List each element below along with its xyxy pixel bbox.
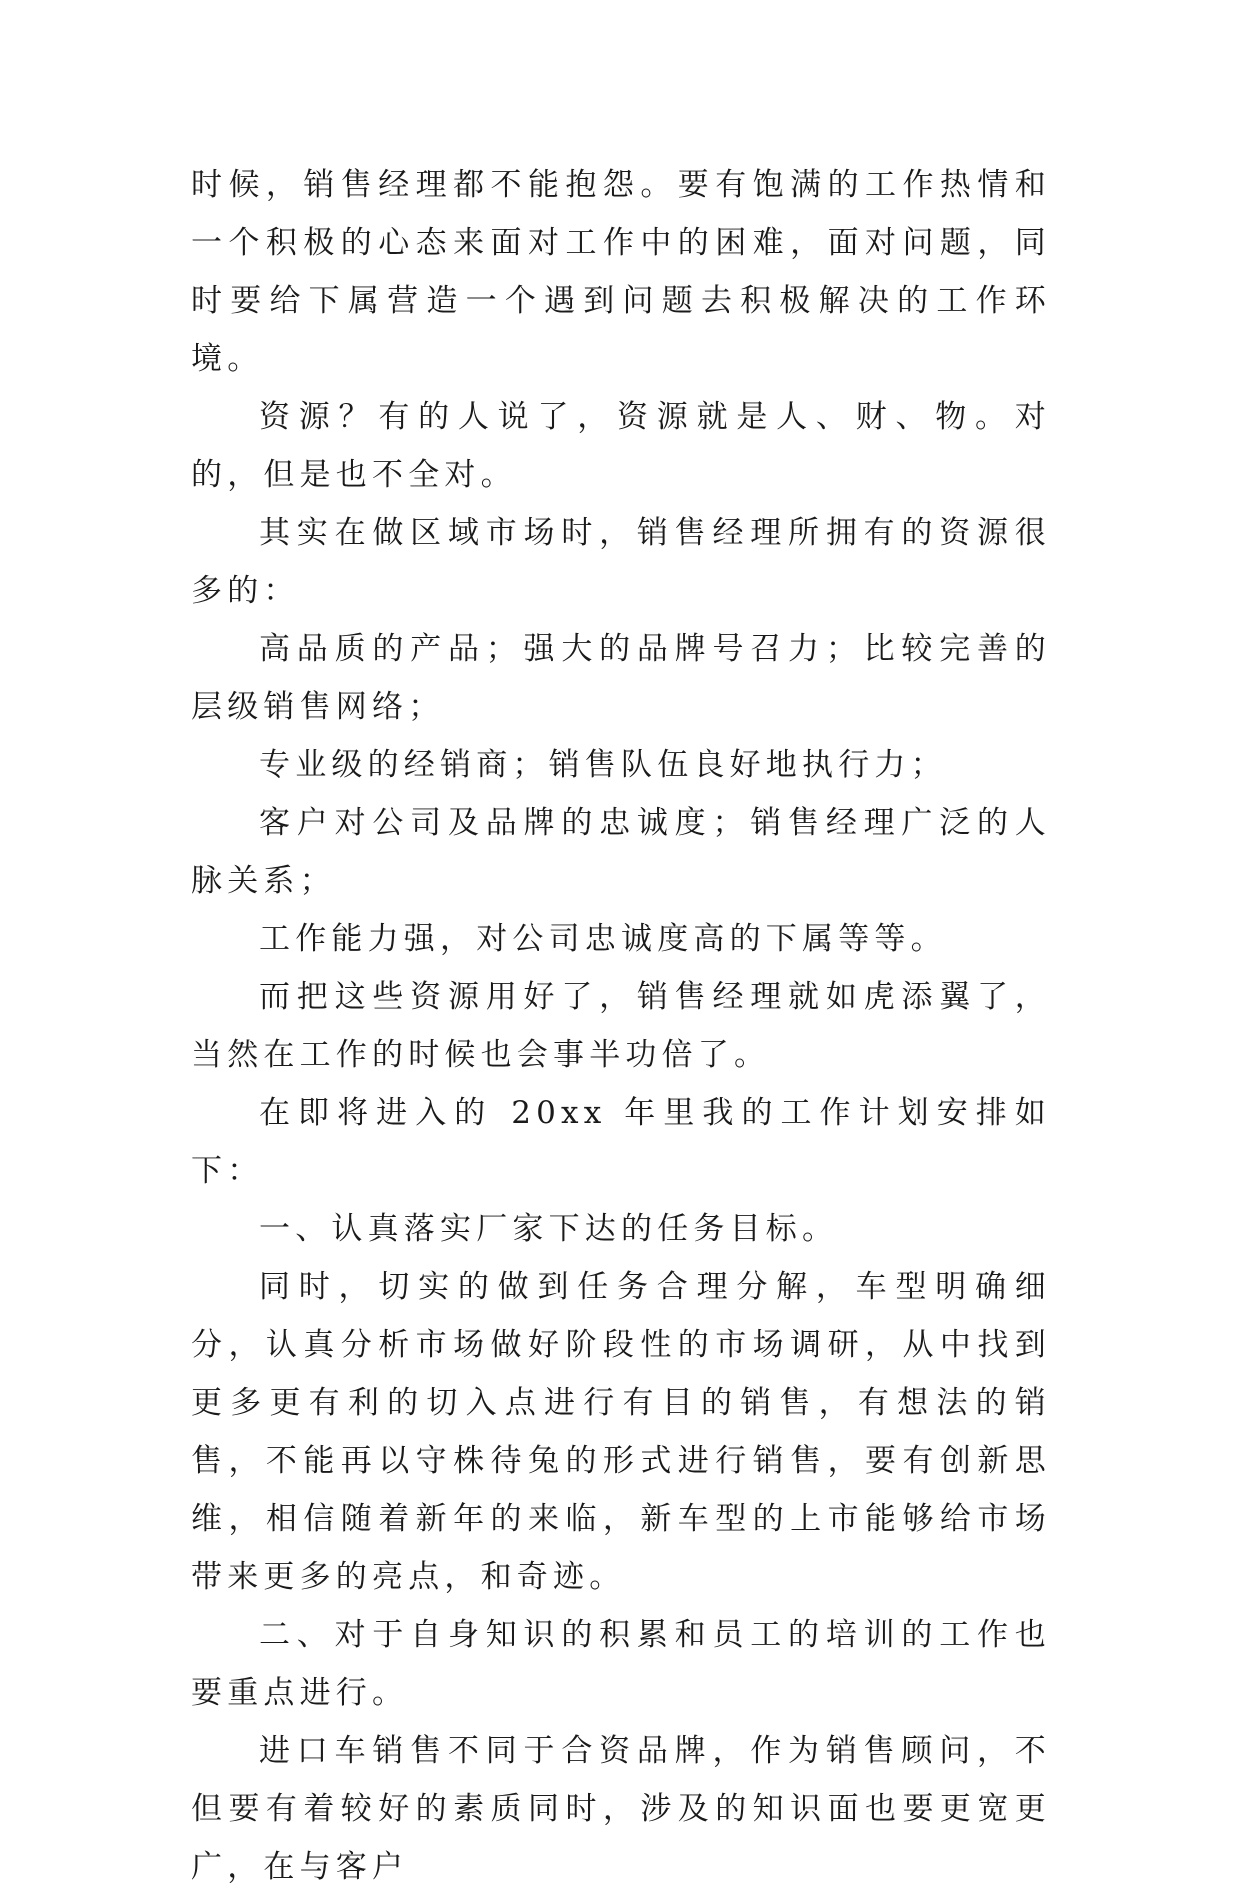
paragraph-5: 专业级的经销商；销售队伍良好地执行力；: [259, 747, 947, 783]
paragraph-13: 进口车销售不同于合资品牌，作为销售顾问，不但要有着较好的素质同时，涉及的知识面也要更宽更广，在与客户: [191, 1733, 1051, 1885]
paragraph-10: 一、认真落实厂家下达的任务目标。: [259, 1211, 839, 1247]
document-body: [191, 156, 1051, 1896]
paragraph-3: 其实在做区域市场时，销售经理所拥有的资源很多的：: [191, 515, 1051, 609]
paragraph-11: 同时，切实的做到任务合理分解，车型明确细分，认真分析市场做好阶段性的市场调研，从中找到更多更有利的切入点进行有目的销售，有想法的销售，不能再以守株待兔的形式进行销售，要有创新思维，相信随着新年的来临，新车型的上市能够给市场带来更多的亮点，和奇迹。: [191, 1269, 1051, 1595]
paragraph-2: 资源？有的人说了，资源就是人、财、物。对的，但是也不全对。: [191, 399, 1051, 493]
paragraph-4: 高品质的产品；强大的品牌号召力；比较完善的层级销售网络；: [191, 631, 1051, 725]
paragraph-8: 而把这些资源用好了，销售经理就如虎添翼了，当然在工作的时候也会事半功倍了。: [191, 979, 1051, 1073]
paragraph-7: 工作能力强，对公司忠诚度高的下属等等。: [259, 921, 947, 957]
paragraph-1: 时候，销售经理都不能抱怨。要有饱满的工作热情和一个积极的心态来面对工作中的困难，面对问题，同时要给下属营造一个遇到问题去积极解决的工作环境。: [191, 167, 1051, 377]
paragraph-12: 二、对于自身知识的积累和员工的培训的工作也要重点进行。: [191, 1617, 1051, 1711]
paragraph-6: 客户对公司及品牌的忠诚度；销售经理广泛的人脉关系；: [191, 805, 1051, 899]
paragraph-9: 在即将进入的 20xx 年里我的工作计划安排如下：: [191, 1095, 1051, 1189]
